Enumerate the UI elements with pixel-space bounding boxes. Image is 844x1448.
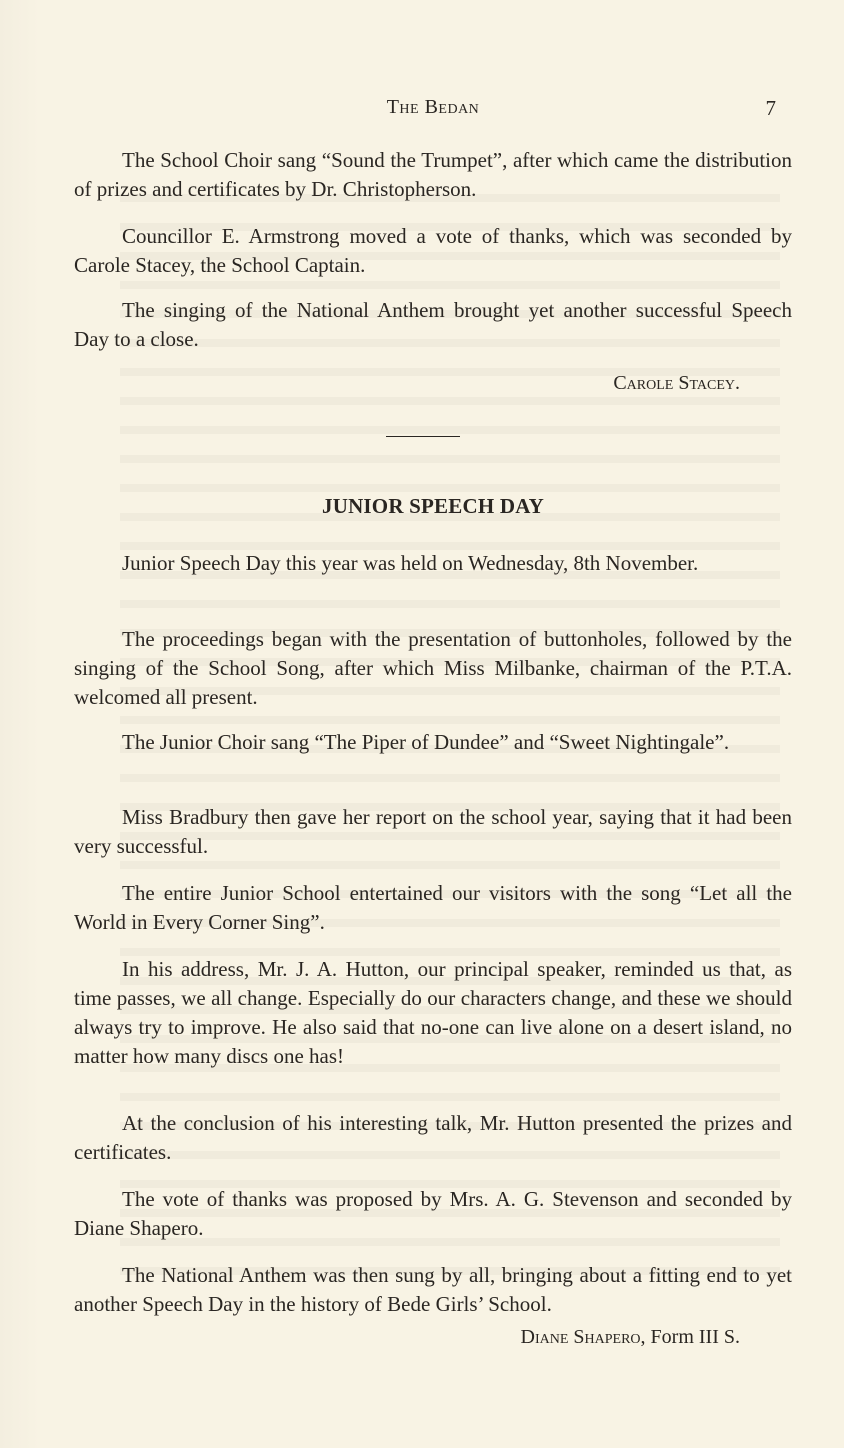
paragraph-vote-of-thanks-junior [74,1185,792,1243]
signature-carole-stacey: Carole Stacey. [613,372,740,394]
section-divider [386,436,460,437]
signature-diane-shapero [521,1326,740,1349]
paragraph-text: The Junior Choir sang “The Piper of Dundee” and “Sweet Nightingale”. [122,730,730,754]
signature-name: Diane Shapero [520,1326,641,1348]
page-header [74,96,792,126]
page-number: 7 [765,96,776,120]
paragraph-closing [74,1261,792,1319]
paragraph-national-anthem [74,296,792,354]
paragraph-song [74,879,792,937]
running-title: The Bedan [386,96,480,118]
paragraph-report [74,803,792,861]
paragraph-text: The singing of the National Anthem brought yet another successful Speech Day to a close. [74,298,792,351]
signature-form: , Form III S. [640,1326,740,1348]
paragraph-text: The proceedings began with the presentation of buttonholes, followed by the singing of the School Song, after which Miss Milbanke, chairman of the P.T.A. welcomed all present. [74,627,792,709]
paragraph-address [74,955,792,1071]
paragraph-vote-of-thanks [74,222,792,280]
paragraph-junior-choir [74,728,792,757]
paragraph-text: The entire Junior School entertained our visitors with the song “Let all the World in Every Corner Sing”. [74,881,792,934]
paragraph-text: Miss Bradbury then gave her report on the school year, saying that it had been very successful. [74,805,792,858]
paragraph-text: In his address, Mr. J. A. Hutton, our principal speaker, reminded us that, as time passes, we all change. Especially do our characters change, and these we should always try to improve. He also said that no-one can live alone on a desert island, no matter how many discs one has! [74,957,792,1068]
paragraph-text: The vote of thanks was proposed by Mrs. A. G. Stevenson and seconded by Diane Shapero. [74,1187,792,1240]
paragraph-text: At the conclusion of his interesting talk, Mr. Hutton presented the prizes and certificates. [74,1111,792,1164]
paragraph-text: Councillor E. Armstrong moved a vote of thanks, which was seconded by Carole Stacey, the School Captain. [74,224,792,277]
section-heading: JUNIOR SPEECH DAY [322,494,544,518]
page-edge-shadow [0,0,40,1448]
paragraph-proceedings [74,625,792,712]
paragraph-date [74,549,792,578]
paragraph-conclusion [74,1109,792,1167]
paragraph-text: The School Choir sang “Sound the Trumpet”, after which came the distribution of prizes and certificates by Dr. Christopherson. [74,148,792,201]
paragraph-text: The National Anthem was then sung by all, bringing about a fitting end to yet another Speech Day in the history of Bede Girls’ School. [74,1263,792,1316]
paragraph-text: Junior Speech Day this year was held on Wednesday, 8th November. [122,551,699,575]
paragraph-prize-distribution [74,146,792,204]
